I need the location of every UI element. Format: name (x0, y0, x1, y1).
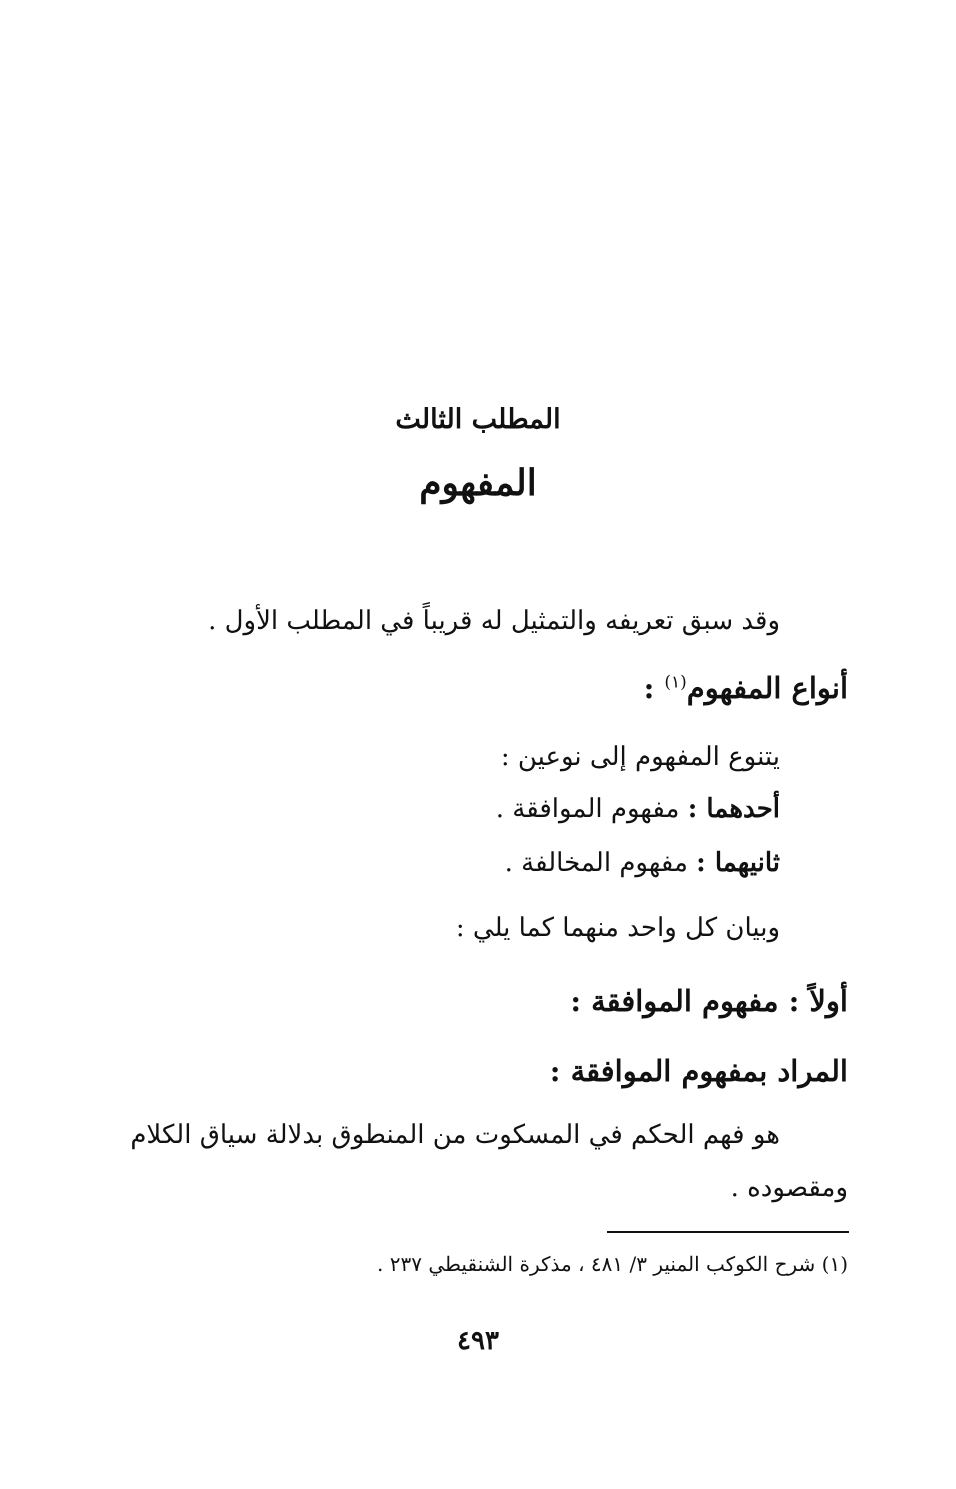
type-item-first (496, 789, 780, 829)
section-title: المفهوم (419, 462, 537, 504)
type-item-second (505, 843, 780, 883)
footnote-text: شرح الكوكب المنير ٣/ ٤٨١ ، مذكرة الشنقيطي ٢٣٧ . (377, 1252, 822, 1276)
types-lead: يتنوع المفهوم إلى نوعين : (500, 742, 780, 772)
intro-paragraph: وقد سبق تعريفه والتمثيل له قريباً في المطلب الأول . (208, 606, 780, 636)
section-label: المطلب الثالث (395, 404, 561, 435)
type-item-first-label: أحدهما : (687, 794, 780, 824)
first-type-heading: أولاً : مفهوم الموافقة : (570, 984, 848, 1018)
footnote-divider (607, 1231, 849, 1233)
types-explanation: وبيان كل واحد منهما كما يلي : (455, 913, 780, 943)
definition-line-2: ومقصوده . (730, 1173, 848, 1203)
types-heading-title: أنواع المفهوم (686, 671, 848, 705)
type-item-second-text: مفهوم المخالفة . (504, 848, 697, 878)
type-item-first-text: مفهوم الموافقة . (495, 794, 688, 824)
definition-line-1: هو فهم الحكم في المسكوت من المنطوق بدلالة سياق الكلام (130, 1120, 780, 1150)
first-type-subheading: المراد بمفهوم الموافقة : (549, 1054, 848, 1088)
page-number: ٤٩٣ (457, 1326, 499, 1356)
types-heading-colon: : (643, 671, 665, 705)
footnote-reference[interactable]: (١) (664, 672, 687, 693)
type-item-second-label: ثانيهما : (696, 848, 780, 878)
footnote-item (377, 1248, 848, 1280)
footnote-marker: (١) (821, 1252, 848, 1276)
types-heading (644, 667, 848, 709)
